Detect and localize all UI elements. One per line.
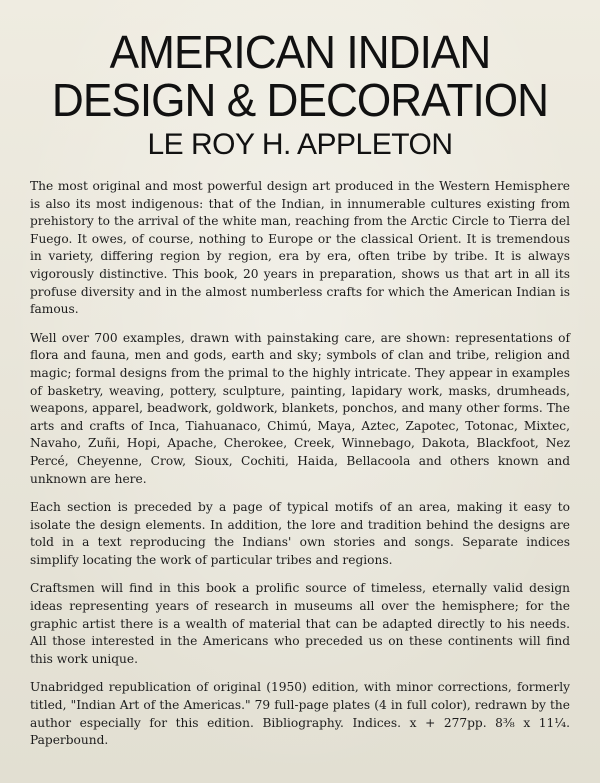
blurb-text <box>30 178 570 750</box>
blurb-paragraph-sections: Each section is preceded by a page of typical motifs of an area, making it easy to isolate the design elements. In addition, the lore and tradition behind the designs are told in a text reproducing the Indians' own stories and songs. Separate indices simplify locating the work of particular tribes and regions. <box>30 500 570 567</box>
blurb-paragraph-examples: Well over 700 examples, drawn with painstaking care, are shown: representations of flora and fauna, men and gods, earth and sky; symbols of clan and tribe, religion and magic; formal designs from the primal to the highly intricate. They appear in examples of basketry, weaving, pottery, sculpture, painting, lapidary work, masks, drumheads, weapons, apparel, beadwork, goldwork, blankets, ponchos, and many other forms. The arts and crafts of Inca, Tiahuanaco, Chimú, Maya, Aztec, Zapotec, Totonac, Mixtec, Navaho, Zuñi, Hopi, Apache, Cherokee, Creek, Winnebago, Dakota, Blackfoot, Nez Percé, Cheyenne, Crow, Sioux, Cochiti, Haida, Bellacoola and others known and unknown are here. <box>30 330 570 486</box>
blurb-paragraph-intro: The most original and most powerful design art produced in the Western Hemisphere is also its most indigenous: that of the Indian, in innumerable cultures existing from prehistory to the arrival of the white man, reaching from the Arctic Circle to Tierra del Fuego. It owes, of course, nothing to Europe or the classical Orient. It is tremendous in variety, differing region by region, era by era, often tribe by tribe. It is always vigorously distinctive. This book, 20 years in preparation, shows us that art in all its profuse diversity and in the almost numberless crafts for which the American Indian is famous. <box>30 179 570 317</box>
book-title-line-2: DESIGN & DECORATION <box>51 74 549 126</box>
book-title <box>41 0 559 124</box>
book-title-line-1: AMERICAN INDIAN <box>109 26 491 78</box>
blurb-paragraph-publication: Unabridged republication of original (1950) edition, with minor corrections, formerly titled, "Indian Art of the Americas." 79 full-page plates (4 in full color), redrawn by the author especially for this edition. Bibliography. Indices. x + 277pp. 8⅜ x 11¼. Paperbound. <box>30 680 570 748</box>
blurb-paragraph-craftsmen: Craftsmen will find in this book a prolific source of timeless, eternally valid design ideas representing years of research in museums all over the hemisphere; for the graphic artist there is a wealth of material that can be adapted directly to his needs. All those interested in the Americans who preceded us on these continents will find this work unique. <box>30 581 570 666</box>
book-author: LE ROY H. APPLETON <box>147 128 453 161</box>
